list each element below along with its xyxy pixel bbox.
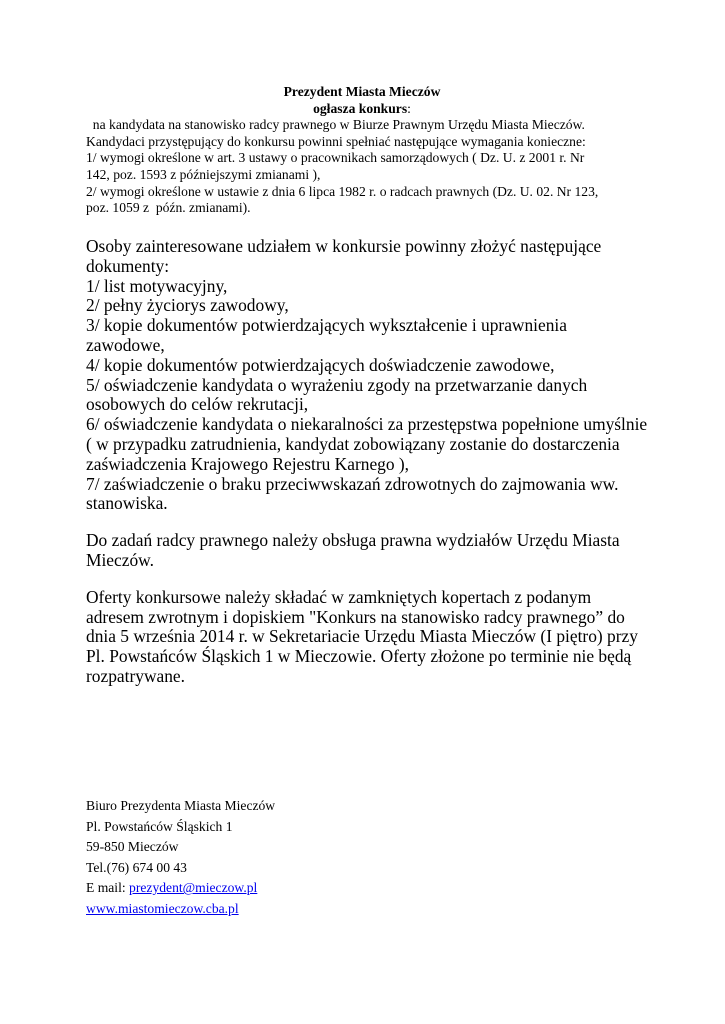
- documents-line: zawodowe,: [86, 334, 165, 355]
- offers-line: rozpatrywane.: [86, 665, 185, 686]
- documents-line: 7/ zaświadczenie o braku przeciwwskazań zdrowotnych do zajmowania ww.: [86, 473, 619, 494]
- documents-line: dokumenty:: [86, 255, 170, 276]
- documents-line: 1/ list motywacyjny,: [86, 275, 228, 296]
- page-title: Prezydent Miasta Mieczów: [283, 84, 441, 99]
- office-name: Biuro Prezydenta Miasta Mieczów: [86, 798, 276, 813]
- subtitle-text: ogłasza konkurs: [313, 100, 408, 116]
- documents-line: Osoby zainteresowane udziałem w konkursie powinny złożyć następujące: [86, 236, 602, 256]
- phone-number: Tel.(76) 674 00 43: [86, 859, 187, 875]
- requirement-1-line-2: 142, poz. 1593 z późniejszymi zmianami ),: [86, 166, 321, 182]
- offers-line: dnia 5 września 2014 r. w Sekretariacie Urzędu Miasta Mieczów (I piętro) przy: [86, 626, 638, 647]
- documents-line: 3/ kopie dokumentów potwierdzających wykształcenie i uprawnienia: [86, 315, 567, 336]
- contact-footer: [86, 796, 486, 920]
- subtitle-colon: :: [407, 100, 411, 116]
- website-row: [86, 899, 486, 920]
- announcement-subtitle: [86, 101, 638, 118]
- requirement-1-line-1: 1/ wymogi określone w art. 3 ustawy o pracownikach samorządowych ( Dz. U. z 2001 r. Nr: [86, 150, 585, 166]
- announcement-header: [86, 84, 638, 217]
- documents-line: 4/ kopie dokumentów potwierdzających doświadczenie zawodowe,: [86, 354, 555, 375]
- announcement-body: [86, 237, 646, 687]
- email-label: E mail:: [86, 880, 130, 896]
- documents-line: ( w przypadku zatrudnienia, kandydat zobowiązany zostanie do dostarczenia: [86, 433, 620, 454]
- website-link[interactable]: www.miastomieczow.cba.pl: [86, 900, 239, 916]
- documents-section: [86, 237, 646, 514]
- documents-line: zaświadczenia Krajowego Rejestru Karnego ),: [86, 453, 410, 474]
- offers-line: adresem zwrotnym i dopiskiem "Konkurs na stanowisko radcy prawnego” do: [86, 606, 625, 627]
- position-line: na kandydata na stanowisko radcy prawnego w Biurze Prawnym Urzędu Miasta Mieczów.: [86, 117, 585, 133]
- requirement-2-line-2: poz. 1059 z późn. zmianami).: [86, 200, 251, 216]
- requirements-intro: Kandydaci przystępujący do konkursu powinni spełniać następujące wymagania konieczne:: [86, 133, 586, 149]
- documents-line: osobowych do celów rekrutacji,: [86, 394, 309, 415]
- offers-line: Oferty konkursowe należy składać w zamkniętych kopertach z podanym: [86, 586, 592, 607]
- postal-address: 59-850 Mieczów: [86, 839, 179, 855]
- documents-line: 6/ oświadczenie kandydata o niekaralności za przestępstwa popełnione umyślnie: [86, 414, 648, 435]
- offers-line: Pl. Powstańców Śląskich 1 w Mieczowie. Oferty złożone po terminie nie będą: [86, 646, 632, 667]
- duties-line: Do zadań radcy prawnego należy obsługa prawna wydziałów Urzędu Miasta: [86, 530, 620, 551]
- requirement-2-line-1: 2/ wymogi określone w ustawie z dnia 6 lipca 1982 r. o radcach prawnych (Dz. U. 02. Nr 123,: [86, 183, 599, 199]
- documents-line: stanowiska.: [86, 493, 168, 514]
- documents-line: 2/ pełny życiorys zawodowy,: [86, 295, 289, 316]
- documents-line: 5/ oświadczenie kandydata o wyrażeniu zgody na przetwarzanie danych: [86, 374, 588, 395]
- street-address: Pl. Powstańców Śląskich 1: [86, 818, 233, 834]
- duties-section: [86, 531, 646, 571]
- email-row: [86, 878, 486, 899]
- duties-line: Mieczów.: [86, 549, 154, 570]
- offers-section: [86, 588, 646, 687]
- email-link[interactable]: prezydent@mieczow.pl: [129, 880, 258, 896]
